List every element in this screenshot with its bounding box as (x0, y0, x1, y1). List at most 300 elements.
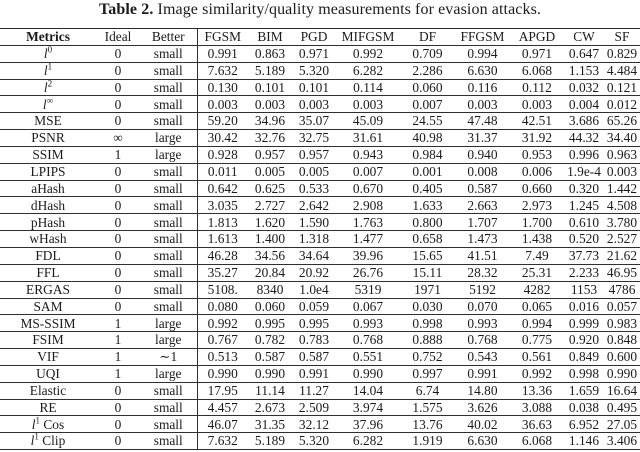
column-header-fgsm: FGSM (197, 29, 248, 46)
metrics-table (0, 28, 640, 450)
value-cell: 28.32 (455, 264, 510, 281)
value-cell: 1.919 (400, 433, 455, 450)
ideal-cell: 0 (96, 247, 140, 264)
value-cell: 1.318 (292, 231, 336, 248)
value-cell: 1971 (400, 281, 455, 298)
value-cell: 17.95 (197, 382, 248, 399)
value-cell: 4.484 (604, 62, 640, 79)
value-cell: 24.55 (400, 113, 455, 130)
value-cell: 47.48 (455, 113, 510, 130)
value-cell: 7.632 (197, 62, 248, 79)
table-row (0, 382, 640, 399)
value-cell: 1.477 (336, 231, 400, 248)
value-cell: 2.527 (604, 231, 640, 248)
table-row (0, 281, 640, 298)
value-cell: 0.130 (197, 79, 248, 96)
value-cell: 0.990 (248, 365, 292, 382)
value-cell: 0.768 (336, 332, 400, 349)
value-cell: 1.245 (564, 197, 604, 214)
table-row (0, 231, 640, 248)
value-cell: 0.928 (197, 146, 248, 163)
table-row (0, 214, 640, 231)
table-caption-text: Image similarity/quality measurements for evasion attacks. (153, 1, 542, 18)
ideal-cell: 0 (96, 197, 140, 214)
table-row (0, 163, 640, 180)
value-cell: 5.320 (292, 433, 336, 450)
value-cell: 0.533 (292, 180, 336, 197)
value-cell: 46.28 (197, 247, 248, 264)
value-cell: 0.783 (292, 332, 336, 349)
table-row (0, 332, 640, 349)
value-cell: 1.590 (292, 214, 336, 231)
value-cell: 6.74 (400, 382, 455, 399)
value-cell: 2.642 (292, 197, 336, 214)
better-cell: small (140, 214, 197, 231)
value-cell: 8340 (248, 281, 292, 298)
header-row (0, 29, 640, 46)
ideal-cell: 0 (96, 163, 140, 180)
metric-cell: RE (0, 399, 96, 416)
ideal-cell: 0 (96, 399, 140, 416)
value-cell: 0.984 (400, 146, 455, 163)
value-cell: 0.005 (248, 163, 292, 180)
column-header-ffgsm: FFGSM (455, 29, 510, 46)
value-cell: 37.96 (336, 416, 400, 433)
value-cell: 0.996 (564, 146, 604, 163)
value-cell: 25.31 (510, 264, 564, 281)
value-cell: 1.438 (510, 231, 564, 248)
metric-cell: $l^0$ (0, 45, 96, 62)
value-cell: 0.953 (510, 146, 564, 163)
value-cell: 0.998 (564, 365, 604, 382)
column-header-bim: BIM (248, 29, 292, 46)
table-row (0, 146, 640, 163)
better-cell: small (140, 231, 197, 248)
better-cell: small (140, 180, 197, 197)
column-header-pgd: PGD (292, 29, 336, 46)
value-cell: 1.9e-4 (564, 163, 604, 180)
value-cell: 34.40 (604, 130, 640, 147)
value-cell: 0.992 (336, 45, 400, 62)
value-cell: 5.320 (292, 62, 336, 79)
ideal-cell: 0 (96, 113, 140, 130)
value-cell: 1.442 (604, 180, 640, 197)
table-row (0, 45, 640, 62)
value-cell: 1.707 (455, 214, 510, 231)
ideal-cell: 0 (96, 231, 140, 248)
better-cell: small (140, 382, 197, 399)
value-cell: 0.993 (336, 315, 400, 332)
value-cell: 0.888 (400, 332, 455, 349)
better-cell: ∼1 (140, 349, 197, 366)
value-cell: 6.068 (510, 433, 564, 450)
value-cell: 0.600 (604, 349, 640, 366)
value-cell: 0.003 (248, 96, 292, 113)
value-cell: 0.768 (455, 332, 510, 349)
ideal-cell: 0 (96, 96, 140, 113)
ideal-cell: 1 (96, 349, 140, 366)
value-cell: 2.509 (292, 399, 336, 416)
metric-cell: wHash (0, 231, 96, 248)
value-cell: 3.035 (197, 197, 248, 214)
value-cell: 21.62 (604, 247, 640, 264)
metric-cell: dHash (0, 197, 96, 214)
better-cell: small (140, 62, 197, 79)
value-cell: 0.767 (197, 332, 248, 349)
value-cell: 34.64 (292, 247, 336, 264)
value-cell: 7.49 (510, 247, 564, 264)
column-header-better: Better (140, 29, 197, 46)
value-cell: 0.990 (604, 365, 640, 382)
value-cell: 0.003 (510, 96, 564, 113)
value-cell: 0.065 (510, 298, 564, 315)
value-cell: 46.95 (604, 264, 640, 281)
value-cell: 0.670 (336, 180, 400, 197)
value-cell: 0.983 (604, 315, 640, 332)
metric-cell: FFL (0, 264, 96, 281)
value-cell: 0.561 (510, 349, 564, 366)
ideal-cell: 0 (96, 264, 140, 281)
value-cell: 1.813 (197, 214, 248, 231)
value-cell: 0.003 (604, 163, 640, 180)
ideal-cell: 0 (96, 298, 140, 315)
value-cell: 1.153 (564, 62, 604, 79)
value-cell: 0.003 (292, 96, 336, 113)
value-cell: 2.663 (455, 197, 510, 214)
value-cell: 0.057 (604, 298, 640, 315)
value-cell: 0.991 (197, 45, 248, 62)
value-cell: 0.848 (604, 332, 640, 349)
value-cell: 3.974 (336, 399, 400, 416)
value-cell: 0.994 (510, 315, 564, 332)
value-cell: 0.647 (564, 45, 604, 62)
value-cell: 0.991 (455, 365, 510, 382)
ideal-cell: 0 (96, 382, 140, 399)
value-cell: 40.02 (455, 416, 510, 433)
value-cell: 0.060 (248, 298, 292, 315)
metric-cell: LPIPS (0, 163, 96, 180)
value-cell: 0.658 (400, 231, 455, 248)
value-cell: 2.908 (336, 197, 400, 214)
table-row (0, 96, 640, 113)
metric-cell: ERGAS (0, 281, 96, 298)
table-row (0, 315, 640, 332)
value-cell: 32.76 (248, 130, 292, 147)
value-cell: 0.775 (510, 332, 564, 349)
column-header-apgd: APGD (510, 29, 564, 46)
metric-cell: VIF (0, 349, 96, 366)
value-cell: 27.05 (604, 416, 640, 433)
value-cell: 15.65 (400, 247, 455, 264)
ideal-cell: 1 (96, 315, 140, 332)
value-cell: 31.35 (248, 416, 292, 433)
value-cell: 0.990 (336, 365, 400, 382)
better-cell: small (140, 281, 197, 298)
value-cell: 59.20 (197, 113, 248, 130)
value-cell: 1.620 (248, 214, 292, 231)
value-cell: 5108. (197, 281, 248, 298)
ideal-cell: 0 (96, 281, 140, 298)
value-cell: 14.80 (455, 382, 510, 399)
value-cell: 0.060 (400, 79, 455, 96)
value-cell: 13.36 (510, 382, 564, 399)
value-cell: 3.088 (510, 399, 564, 416)
metric-cell: $l^2$ (0, 79, 96, 96)
value-cell: 4786 (604, 281, 640, 298)
value-cell: 0.849 (564, 349, 604, 366)
table-row (0, 264, 640, 281)
table-row (0, 298, 640, 315)
value-cell: 0.587 (248, 349, 292, 366)
table-row (0, 416, 640, 433)
value-cell: 1153 (564, 281, 604, 298)
value-cell: 44.32 (564, 130, 604, 147)
value-cell: 0.080 (197, 298, 248, 315)
value-cell: 0.829 (604, 45, 640, 62)
value-cell: 0.543 (455, 349, 510, 366)
better-cell: small (140, 96, 197, 113)
value-cell: 6.282 (336, 62, 400, 79)
value-cell: 0.998 (400, 315, 455, 332)
value-cell: 0.863 (248, 45, 292, 62)
better-cell: small (140, 416, 197, 433)
value-cell: 0.610 (564, 214, 604, 231)
value-cell: 0.059 (292, 298, 336, 315)
value-cell: 0.782 (248, 332, 292, 349)
column-header-metrics: Metrics (0, 29, 96, 46)
ideal-cell: ∞ (96, 130, 140, 147)
better-cell: small (140, 113, 197, 130)
value-cell: 0.004 (564, 96, 604, 113)
value-cell: 0.101 (248, 79, 292, 96)
value-cell: 34.96 (248, 113, 292, 130)
ideal-cell: 1 (96, 365, 140, 382)
value-cell: 2.286 (400, 62, 455, 79)
table-row (0, 365, 640, 382)
value-cell: 6.282 (336, 433, 400, 450)
value-cell: 0.520 (564, 231, 604, 248)
value-cell: 1.659 (564, 382, 604, 399)
metric-cell: FSIM (0, 332, 96, 349)
value-cell: 39.96 (336, 247, 400, 264)
value-cell: 0.940 (455, 146, 510, 163)
value-cell: 5.189 (248, 433, 292, 450)
better-cell: small (140, 45, 197, 62)
metric-cell: PSNR (0, 130, 96, 147)
metric-cell: l∞ (0, 96, 96, 113)
value-cell: 0.513 (197, 349, 248, 366)
metric-cell: UQI (0, 365, 96, 382)
value-cell: 1.763 (336, 214, 400, 231)
table-row (0, 247, 640, 264)
value-cell: 0.008 (455, 163, 510, 180)
value-cell: 31.92 (510, 130, 564, 147)
value-cell: 1.700 (510, 214, 564, 231)
table-caption (0, 0, 640, 28)
value-cell: 6.630 (455, 433, 510, 450)
value-cell: 1.146 (564, 433, 604, 450)
value-cell: 0.007 (336, 163, 400, 180)
value-cell: 3.406 (604, 433, 640, 450)
metric-cell: SSIM (0, 146, 96, 163)
better-cell: small (140, 163, 197, 180)
metric-cell: $l^1$ Cos (0, 416, 96, 433)
value-cell: 3.626 (455, 399, 510, 416)
value-cell: 42.51 (510, 113, 564, 130)
value-cell: 0.016 (564, 298, 604, 315)
value-cell: 20.92 (292, 264, 336, 281)
table-caption-label: Table 2. (98, 1, 154, 18)
metric-cell: aHash (0, 180, 96, 197)
metric-cell: Elastic (0, 382, 96, 399)
table-row (0, 197, 640, 214)
value-cell: 0.957 (292, 146, 336, 163)
value-cell: 35.27 (197, 264, 248, 281)
value-cell: 7.632 (197, 433, 248, 450)
value-cell: 3.686 (564, 113, 604, 130)
ideal-cell: 0 (96, 45, 140, 62)
better-cell: small (140, 247, 197, 264)
table-row (0, 433, 640, 450)
value-cell: 40.98 (400, 130, 455, 147)
better-cell: large (140, 315, 197, 332)
value-cell: 36.63 (510, 416, 564, 433)
value-cell: 11.27 (292, 382, 336, 399)
value-cell: 34.56 (248, 247, 292, 264)
value-cell: 45.09 (336, 113, 400, 130)
value-cell: 6.068 (510, 62, 564, 79)
value-cell: 16.64 (604, 382, 640, 399)
value-cell: 0.032 (564, 79, 604, 96)
value-cell: 0.011 (197, 163, 248, 180)
metric-cell: FDL (0, 247, 96, 264)
value-cell: 1.613 (197, 231, 248, 248)
value-cell: 4.457 (197, 399, 248, 416)
better-cell: small (140, 264, 197, 281)
value-cell: 5319 (336, 281, 400, 298)
value-cell: 0.320 (564, 180, 604, 197)
value-cell: 5.189 (248, 62, 292, 79)
value-cell: 31.37 (455, 130, 510, 147)
value-cell: 14.04 (336, 382, 400, 399)
value-cell: 1.0e4 (292, 281, 336, 298)
value-cell: 0.001 (400, 163, 455, 180)
metric-cell: $l^1$ (0, 62, 96, 79)
value-cell: 0.038 (564, 399, 604, 416)
better-cell: small (140, 197, 197, 214)
value-cell: 0.003 (336, 96, 400, 113)
table-row (0, 113, 640, 130)
value-cell: 0.920 (564, 332, 604, 349)
value-cell: 32.12 (292, 416, 336, 433)
metric-cell: pHash (0, 214, 96, 231)
value-cell: 0.587 (455, 180, 510, 197)
column-header-df: DF (400, 29, 455, 46)
value-cell: 20.84 (248, 264, 292, 281)
value-cell: 0.990 (197, 365, 248, 382)
value-cell: 0.405 (400, 180, 455, 197)
value-cell: 0.752 (400, 349, 455, 366)
value-cell: 0.971 (510, 45, 564, 62)
value-cell: 0.971 (292, 45, 336, 62)
value-cell: 0.121 (604, 79, 640, 96)
value-cell: 0.625 (248, 180, 292, 197)
value-cell: 0.660 (510, 180, 564, 197)
value-cell: 0.012 (604, 96, 640, 113)
value-cell: 1.575 (400, 399, 455, 416)
value-cell: 31.61 (336, 130, 400, 147)
value-cell: 0.995 (292, 315, 336, 332)
better-cell: small (140, 79, 197, 96)
table-row (0, 349, 640, 366)
value-cell: 0.551 (336, 349, 400, 366)
value-cell: 46.07 (197, 416, 248, 433)
value-cell: 0.994 (455, 45, 510, 62)
better-cell: small (140, 433, 197, 450)
better-cell: small (140, 399, 197, 416)
ideal-cell: 0 (96, 62, 140, 79)
value-cell: 1.633 (400, 197, 455, 214)
table-row (0, 62, 640, 79)
value-cell: 0.999 (564, 315, 604, 332)
value-cell: 3.780 (604, 214, 640, 231)
value-cell: 0.003 (455, 96, 510, 113)
value-cell: 0.030 (400, 298, 455, 315)
better-cell: large (140, 146, 197, 163)
table-row (0, 130, 640, 147)
value-cell: 0.006 (510, 163, 564, 180)
value-cell: 5192 (455, 281, 510, 298)
value-cell: 65.26 (604, 113, 640, 130)
better-cell: large (140, 332, 197, 349)
column-header-ideal: Ideal (96, 29, 140, 46)
value-cell: 0.642 (197, 180, 248, 197)
value-cell: 2.233 (564, 264, 604, 281)
value-cell: 0.957 (248, 146, 292, 163)
value-cell: 0.991 (292, 365, 336, 382)
better-cell: small (140, 298, 197, 315)
ideal-cell: 0 (96, 180, 140, 197)
value-cell: 0.587 (292, 349, 336, 366)
value-cell: 1.400 (248, 231, 292, 248)
value-cell: 2.727 (248, 197, 292, 214)
column-header-sf: SF (604, 29, 640, 46)
value-cell: 32.75 (292, 130, 336, 147)
value-cell: 0.112 (510, 79, 564, 96)
value-cell: 0.003 (197, 96, 248, 113)
column-header-cw: CW (564, 29, 604, 46)
value-cell: 0.007 (400, 96, 455, 113)
better-cell: large (140, 365, 197, 382)
value-cell: 4282 (510, 281, 564, 298)
value-cell: 0.963 (604, 146, 640, 163)
value-cell: 0.997 (400, 365, 455, 382)
value-cell: 15.11 (400, 264, 455, 281)
metric-cell: MS-SSIM (0, 315, 96, 332)
ideal-cell: 1 (96, 146, 140, 163)
value-cell: 0.992 (510, 365, 564, 382)
metric-cell: $l^1$ Clip (0, 433, 96, 450)
ideal-cell: 1 (96, 332, 140, 349)
value-cell: 35.07 (292, 113, 336, 130)
value-cell: 0.114 (336, 79, 400, 96)
value-cell: 2.973 (510, 197, 564, 214)
ideal-cell: 0 (96, 214, 140, 231)
column-header-mifgsm: MIFGSM (336, 29, 400, 46)
value-cell: 0.005 (292, 163, 336, 180)
value-cell: 6.630 (455, 62, 510, 79)
value-cell: 0.709 (400, 45, 455, 62)
